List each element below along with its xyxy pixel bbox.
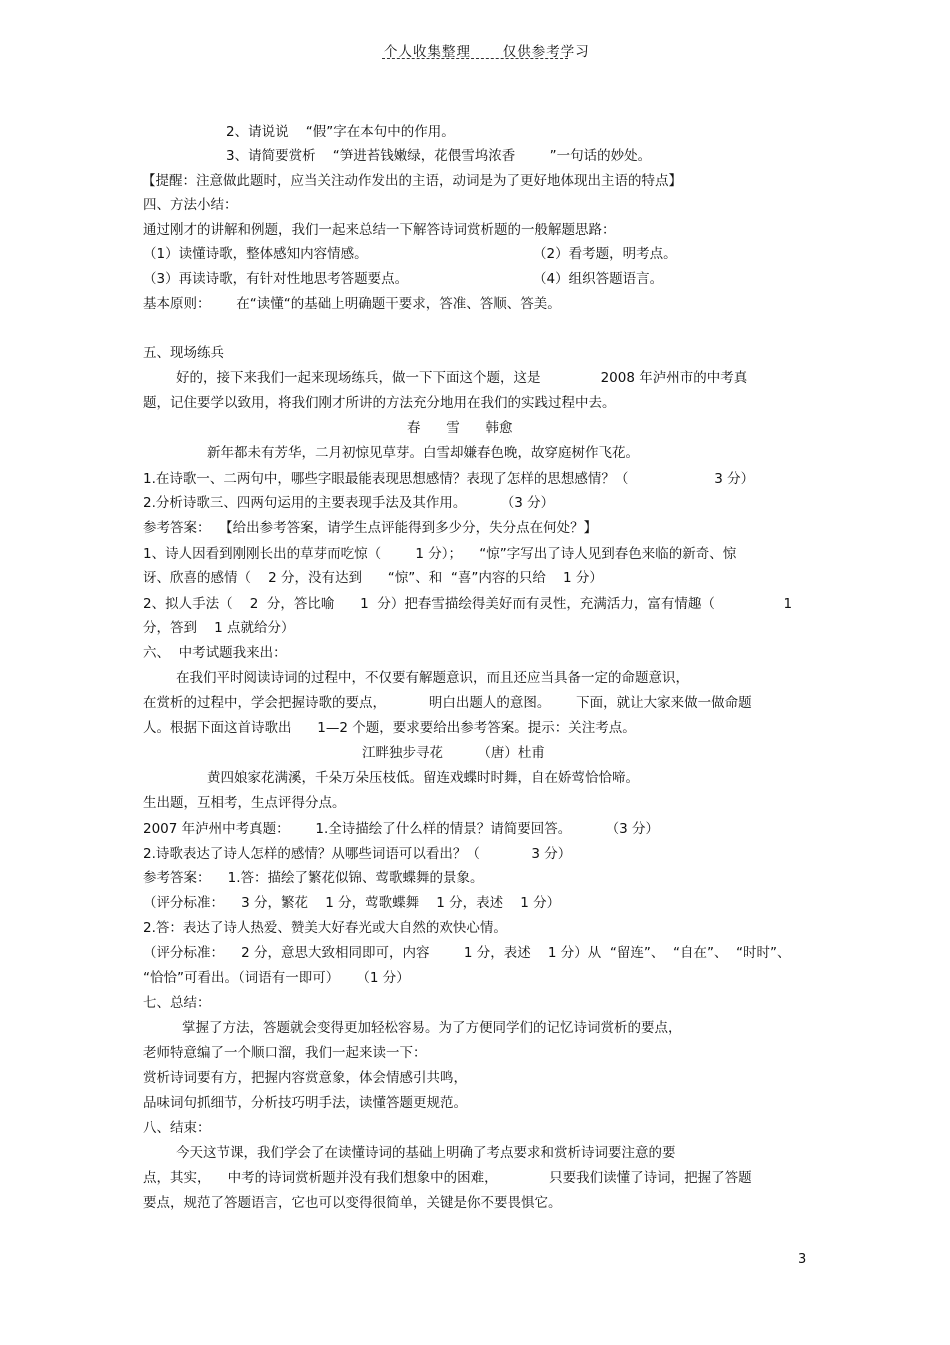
- poem-text: 黄四娘家花满溪，千朵万朵压枝低。留连戏蝶时时舞，自在娇莺恰恰啼。: [207, 770, 639, 786]
- text-line: 老师特意编了一个顺口溜，我们一起来读一下：: [143, 1045, 427, 1061]
- page-number: 3: [798, 1252, 807, 1267]
- text-line: （评分标准： 3 分，繁花 1 分，莺歌蝶舞 1 分，表述 1 分）: [143, 895, 561, 911]
- text-line: 分，答到 1 点就给分）: [143, 620, 295, 636]
- text-line: 通过刚才的讲解和例题，我们一起来总结一下解答诗词赏析题的一般解题思路：: [143, 222, 616, 238]
- text-line: 1.在诗歌一、二两句中，哪些字眼最能表现思想感情？表现了怎样的思想感情？（ 3 分）: [143, 471, 755, 487]
- text-line: 今天这节课，我们学会了在读懂诗词的基础上明确了考点要求和赏析诗词要注意的要: [176, 1145, 676, 1161]
- text-line: （4）组织答题语言。: [533, 271, 664, 287]
- text-line: 要点，规范了答题语言，它也可以变得很简单，关键是你不要畏惧它。: [143, 1195, 562, 1211]
- text-line: 2.答：表达了诗人热爱、赞美大好春光或大自然的欢快心情。: [143, 920, 507, 936]
- text-line: 人。根据下面这首诗歌出 1—2 个题，要求要给出参考答案。提示：关注考点。: [143, 720, 636, 736]
- text-line: 点，其实， 中考的诗词赏析题并没有我们想象中的困难， 只要我们读懂了诗词，把握了答题: [143, 1170, 752, 1186]
- text-line: 在我们平时阅读诗词的过程中，不仅要有解题意识，而且还应当具备一定的命题意识，: [176, 670, 689, 686]
- section-heading: 六、 中考试题我来出：: [143, 645, 287, 661]
- section-heading: 四、方法小结：: [143, 197, 238, 213]
- text-line: （3）再读诗歌，有针对性地思考答题要点。: [143, 271, 409, 287]
- header-divider: [382, 58, 568, 59]
- page-header: 个人收集整理 仅供参考学习: [384, 44, 590, 60]
- poem-title: 春 雪 韩愈: [407, 420, 513, 436]
- text-line: 掌握了方法，答题就会变得更加轻松容易。为了方便同学们的记忆诗词赏析的要点，: [182, 1020, 682, 1036]
- poem-title: 江畔独步寻花 （唐）杜甫: [362, 745, 545, 761]
- text-line: 在赏析的过程中，学会把握诗歌的要点， 明白出题人的意图。 下面，就让大家来做一做命题: [143, 695, 752, 711]
- poem-text: 新年都未有芳华，二月初惊见草芽。白雪却嫌春色晚，故穿庭树作飞花。: [207, 445, 639, 461]
- text-line: 题，记住要学以致用，将我们刚才所讲的方法充分地用在我们的实践过程中去。: [143, 395, 616, 411]
- text-line: （1）读懂诗歌，整体感知内容情感。: [143, 246, 368, 262]
- text-line: （2）看考题，明考点。: [533, 246, 677, 262]
- text-line: 基本原则： 在“读懂“的基础上明确题干要求，答准、答顺、答美。: [143, 296, 561, 312]
- section-heading: 七、总结：: [143, 995, 211, 1011]
- text-line: 1、诗人因看到刚刚长出的草芽而吃惊（ 1 分）； “惊”字写出了诗人见到春色来临的新奇、惊: [143, 546, 737, 562]
- section-heading: 五、现场练兵: [143, 345, 224, 361]
- text-line: 2.诗歌表达了诗人怎样的感情？从哪些词语可以看出？（ 3 分）: [143, 846, 572, 862]
- text-line: 讶、欣喜的感情（ 2 分，没有达到 “惊”、和 “喜”内容的只给 1 分）: [143, 570, 603, 586]
- text-line: 生出题，互相考，生点评得分点。: [143, 795, 346, 811]
- text-line: 好的，接下来我们一起来现场练兵，做一下下面这个题，这是 2008 年泸州市的中考真: [176, 370, 748, 386]
- text-line: 3、请简要赏析 “笋进苔钱嫩绿，花偎雪坞浓香 ”一句话的妙处。: [226, 148, 652, 164]
- text-line: 2、拟人手法（ 2 分，答比喻 1 分）把春雪描绘得美好而有灵性，充满活力，富有情趣（ 1: [143, 596, 793, 612]
- text-line: 参考答案： 1.答：描绘了繁花似锦、莺歌蝶舞的景象。: [143, 870, 484, 886]
- text-line: 2、请说说 “假”字在本句中的作用。: [226, 124, 455, 140]
- text-line: 【提醒：注意做此题时，应当关注动作发出的主语，动词是为了更好地体现出主语的特点】: [142, 173, 682, 189]
- text-line: 2.分析诗歌三、四两句运用的主要表现手法及其作用。 （3 分）: [143, 495, 555, 511]
- text-line: 参考答案： 【给出参考答案，请学生点评能得到多少分，失分点在何处？】: [143, 520, 598, 536]
- text-line: 2007 年泸州中考真题： 1.全诗描绘了什么样的情景？请简要回答。 （3 分）: [143, 821, 659, 837]
- text-line: （评分标准： 2 分，意思大致相同即可，内容 1 分，表述 1 分）从 “留连”、 “自在”、 “时时”、: [143, 945, 791, 961]
- text-line: 品味词句抓细节，分析技巧明手法，读懂答题更规范。: [143, 1095, 467, 1111]
- text-line: 赏析诗词要有方，把握内容赏意象，体会情感引共鸣，: [143, 1070, 467, 1086]
- section-heading: 八、结束：: [143, 1120, 211, 1136]
- text-line: “恰恰”可看出。（词语有一即可） （1 分）: [143, 970, 410, 986]
